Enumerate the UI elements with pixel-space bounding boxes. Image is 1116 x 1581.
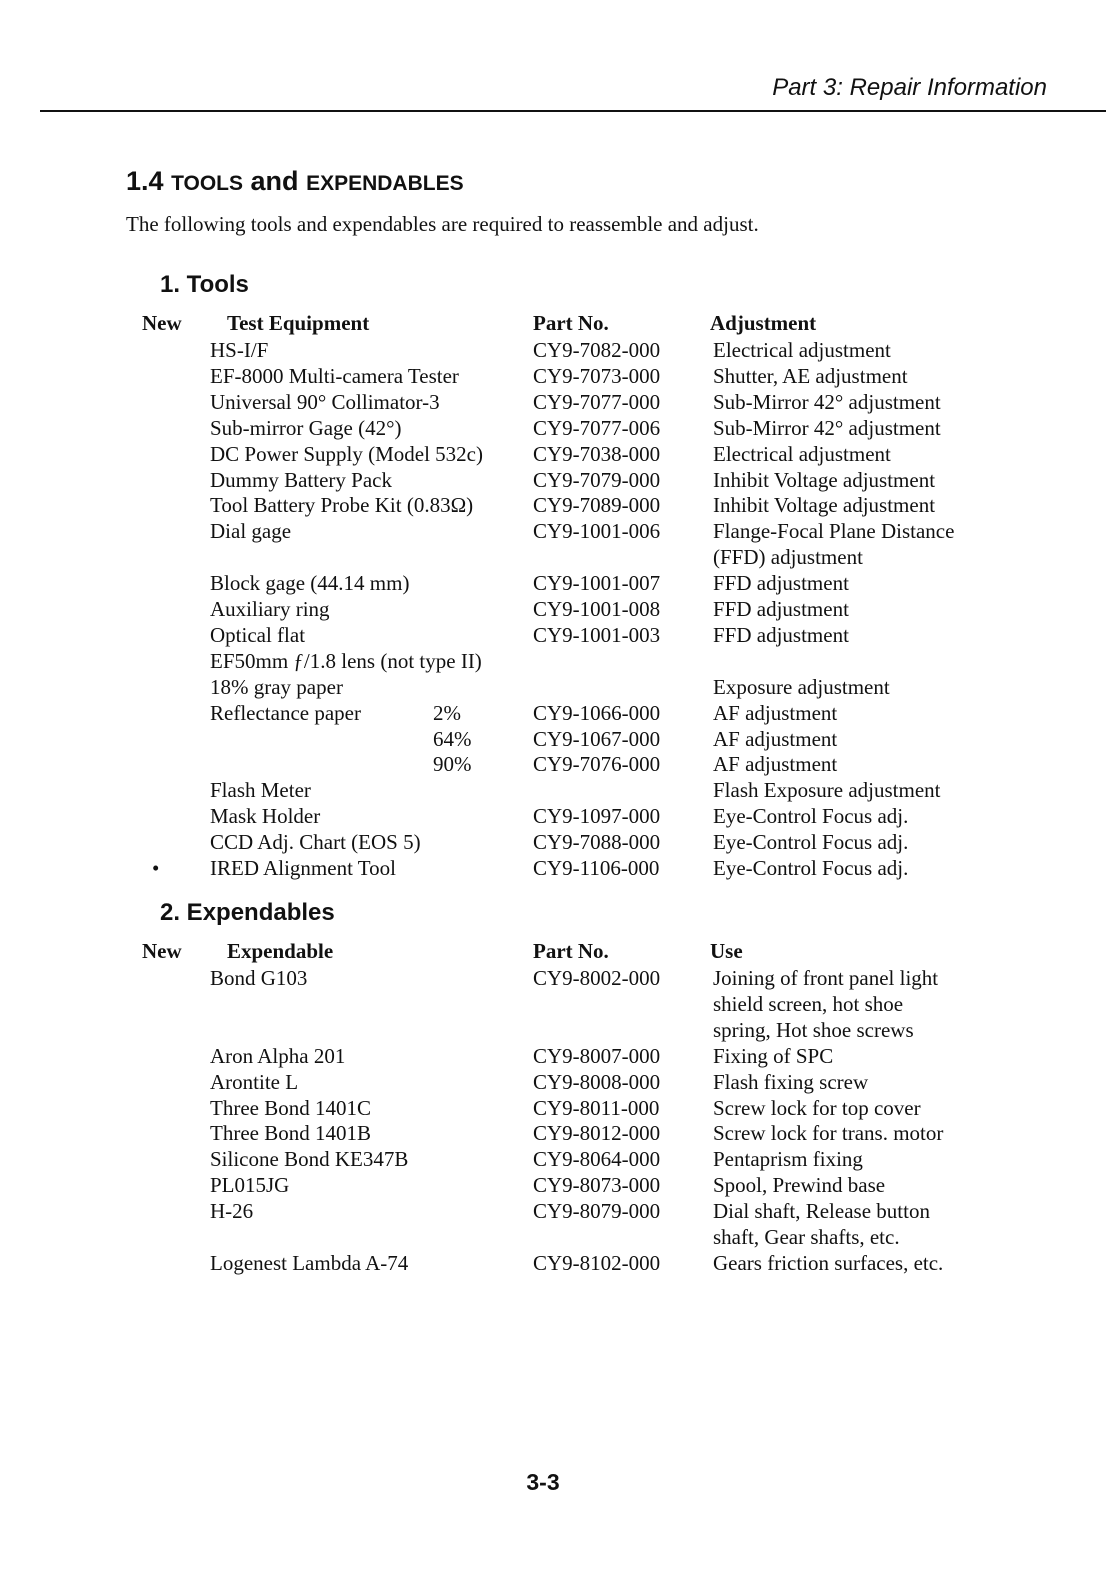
table-row xyxy=(0,992,1116,1018)
table-row xyxy=(0,701,1116,727)
item-name: H-26 xyxy=(210,1199,254,1224)
item-percentage: 90% xyxy=(433,752,472,777)
part-number: CY9-8012-000 xyxy=(533,1121,661,1146)
exp-col-use: Use xyxy=(710,939,743,963)
tools-col-item: Test Equipment xyxy=(227,311,370,335)
item-name: CCD Adj. Chart (EOS 5) xyxy=(210,830,421,855)
part-number: CY9-8002-000 xyxy=(533,966,661,990)
item-name: Arontite L xyxy=(210,1069,299,1094)
tools-col-use: Adjustment xyxy=(710,311,817,335)
item-percentage: 2% xyxy=(433,700,461,725)
table-row xyxy=(0,571,1116,597)
item-percentage: 64% xyxy=(433,726,472,751)
tools-col-part: Part No. xyxy=(533,311,609,335)
header-rule xyxy=(40,110,1106,112)
part-number: CY9-8073-000 xyxy=(533,1173,661,1198)
item-name: EF50mm ƒ/1.8 lens (not type II) xyxy=(210,648,482,673)
use-text: Screw lock for top cover xyxy=(713,1095,921,1120)
part-number: CY9-7038-000 xyxy=(533,441,661,466)
table-row xyxy=(0,649,1116,675)
table-row xyxy=(0,804,1116,830)
part-number: CY9-7076-000 xyxy=(533,752,661,777)
table-row xyxy=(0,338,1116,364)
section-title xyxy=(126,166,464,197)
item-name: Logenest Lambda A-74 xyxy=(210,1250,409,1275)
table-row xyxy=(0,727,1116,753)
table-row xyxy=(0,1199,1116,1225)
adjustment-text: Exposure adjustment xyxy=(713,674,890,699)
part-number: CY9-1001-008 xyxy=(533,597,661,621)
section-title-word2: EXPENDABLES xyxy=(306,172,464,195)
use-text: Dial shaft, Release button xyxy=(713,1199,930,1224)
item-name: 18% gray paper xyxy=(210,674,343,699)
adjustment-text: Sub-Mirror 42° adjustment xyxy=(713,415,941,440)
part-number: CY9-1066-000 xyxy=(533,700,661,725)
tools-col-new: New xyxy=(142,311,182,335)
table-row xyxy=(0,752,1116,778)
item-name: Three Bond 1401C xyxy=(210,1095,371,1120)
use-text: Spool, Prewind base xyxy=(713,1173,886,1198)
part-number: CY9-7077-006 xyxy=(533,415,661,440)
part-number: CY9-7088-000 xyxy=(533,830,661,855)
adjustment-text: Electrical adjustment xyxy=(713,441,891,466)
exp-col-new: New xyxy=(142,939,182,963)
adjustment-text: Shutter, AE adjustment xyxy=(713,363,908,388)
adjustment-text: AF adjustment xyxy=(713,726,838,751)
item-name: Three Bond 1401B xyxy=(210,1121,371,1146)
section-title-and: and xyxy=(250,166,299,196)
use-text: Joining of front panel light xyxy=(713,966,939,990)
table-row xyxy=(0,416,1116,442)
part-number: CY9-7073-000 xyxy=(533,363,661,388)
exp-col-part: Part No. xyxy=(533,939,609,963)
adjustment-text: Inhibit Voltage adjustment xyxy=(713,467,936,492)
adjustment-text: Eye-Control Focus adj. xyxy=(713,830,909,855)
table-row xyxy=(0,442,1116,468)
table-row xyxy=(0,1147,1116,1173)
use-text: spring, Hot shoe screws xyxy=(713,1017,914,1042)
adjustment-text: AF adjustment xyxy=(713,752,838,777)
use-text: shield screen, hot shoe xyxy=(713,991,904,1016)
expendables-heading: 2. Expendables xyxy=(160,899,335,926)
item-name: Silicone Bond KE347B xyxy=(210,1147,409,1172)
page-header: Part 3: Repair Information xyxy=(772,74,1047,101)
part-number: CY9-8007-000 xyxy=(533,1043,661,1068)
item-name: Reflectance paper xyxy=(210,700,361,725)
table-row xyxy=(0,966,1116,992)
item-name: Dial gage xyxy=(210,519,292,544)
item-name: Flash Meter xyxy=(210,778,311,803)
adjustment-text: (FFD) adjustment xyxy=(713,545,863,570)
table-row xyxy=(0,1096,1116,1122)
table-row xyxy=(0,390,1116,416)
adjustment-text: FFD adjustment xyxy=(713,597,849,621)
adjustment-text: Eye-Control Focus adj. xyxy=(713,804,909,829)
table-row xyxy=(0,468,1116,494)
adjustment-text: Inhibit Voltage adjustment xyxy=(713,493,936,518)
part-number: CY9-8011-000 xyxy=(533,1095,660,1120)
table-row xyxy=(0,1121,1116,1147)
table-row xyxy=(0,1173,1116,1199)
adjustment-text: Flange-Focal Plane Distance xyxy=(713,519,955,544)
page-number: 3-3 xyxy=(526,1469,560,1495)
item-name: Auxiliary ring xyxy=(210,597,330,621)
table-row xyxy=(0,1225,1116,1251)
item-name: Aron Alpha 201 xyxy=(210,1043,346,1068)
part-number: CY9-1001-007 xyxy=(533,571,661,596)
section-title-word1: TOOLS xyxy=(171,172,244,195)
item-name: IRED Alignment Tool xyxy=(210,856,396,880)
use-text: Screw lock for trans. motor xyxy=(713,1121,944,1146)
part-number: CY9-8079-000 xyxy=(533,1199,661,1224)
use-text: Pentaprism fixing xyxy=(713,1147,863,1172)
part-number: CY9-7077-000 xyxy=(533,389,661,414)
part-number: CY9-1001-006 xyxy=(533,519,661,544)
bullet-mark: • xyxy=(152,856,160,880)
table-row xyxy=(0,519,1116,545)
table-row xyxy=(0,1018,1116,1044)
adjustment-text: Sub-Mirror 42° adjustment xyxy=(713,389,941,414)
table-row xyxy=(0,545,1116,571)
item-name: EF-8000 Multi-camera Tester xyxy=(210,363,459,388)
table-row xyxy=(0,856,1116,882)
table-row xyxy=(0,1044,1116,1070)
item-name: Universal 90° Collimator-3 xyxy=(210,389,440,414)
intro-text: The following tools and expendables are required to reassemble and adjust. xyxy=(126,212,759,236)
part-number: CY9-1097-000 xyxy=(533,804,661,829)
part-number: CY9-8008-000 xyxy=(533,1069,661,1094)
item-name: Sub-mirror Gage (42°) xyxy=(210,415,402,440)
item-name: Block gage (44.14 mm) xyxy=(210,571,410,596)
use-text: Gears friction surfaces, etc. xyxy=(713,1250,944,1275)
part-number: CY9-8102-000 xyxy=(533,1250,661,1275)
table-row xyxy=(0,675,1116,701)
item-name: Tool Battery Probe Kit (0.83Ω) xyxy=(210,493,474,518)
table-row xyxy=(0,623,1116,649)
tools-heading: 1. Tools xyxy=(160,271,249,298)
part-number: CY9-1001-003 xyxy=(533,622,661,647)
item-name: Optical flat xyxy=(210,622,306,647)
table-row xyxy=(0,778,1116,804)
adjustment-text: Eye-Control Focus adj. xyxy=(713,856,909,880)
exp-col-item: Expendable xyxy=(227,939,334,963)
item-name: HS-I/F xyxy=(210,338,269,362)
adjustment-text: Electrical adjustment xyxy=(713,338,891,362)
expendables-header-row xyxy=(0,939,1116,965)
table-row xyxy=(0,597,1116,623)
table-row xyxy=(0,830,1116,856)
part-number: CY9-1067-000 xyxy=(533,726,661,751)
use-text: Fixing of SPC xyxy=(713,1043,834,1068)
use-text: Flash fixing screw xyxy=(713,1069,869,1094)
adjustment-text: Flash Exposure adjustment xyxy=(713,778,941,803)
table-row xyxy=(0,493,1116,519)
item-name: Dummy Battery Pack xyxy=(210,467,392,492)
item-name: Bond G103 xyxy=(210,966,308,990)
adjustment-text: AF adjustment xyxy=(713,700,838,725)
part-number: CY9-7079-000 xyxy=(533,467,661,492)
tools-header-row xyxy=(0,311,1116,337)
table-row xyxy=(0,1251,1116,1277)
adjustment-text: FFD adjustment xyxy=(713,622,849,647)
item-name: PL015JG xyxy=(210,1173,290,1198)
section-number: 1.4 xyxy=(126,166,164,196)
part-number: CY9-7089-000 xyxy=(533,493,661,518)
part-number: CY9-8064-000 xyxy=(533,1147,661,1172)
adjustment-text: FFD adjustment xyxy=(713,571,849,596)
table-row xyxy=(0,364,1116,390)
part-number: CY9-1106-000 xyxy=(533,856,660,880)
item-name: DC Power Supply (Model 532c) xyxy=(210,441,483,466)
table-row xyxy=(0,1070,1116,1096)
item-name: Mask Holder xyxy=(210,804,321,829)
use-text: shaft, Gear shafts, etc. xyxy=(713,1225,900,1249)
part-number: CY9-7082-000 xyxy=(533,338,661,362)
